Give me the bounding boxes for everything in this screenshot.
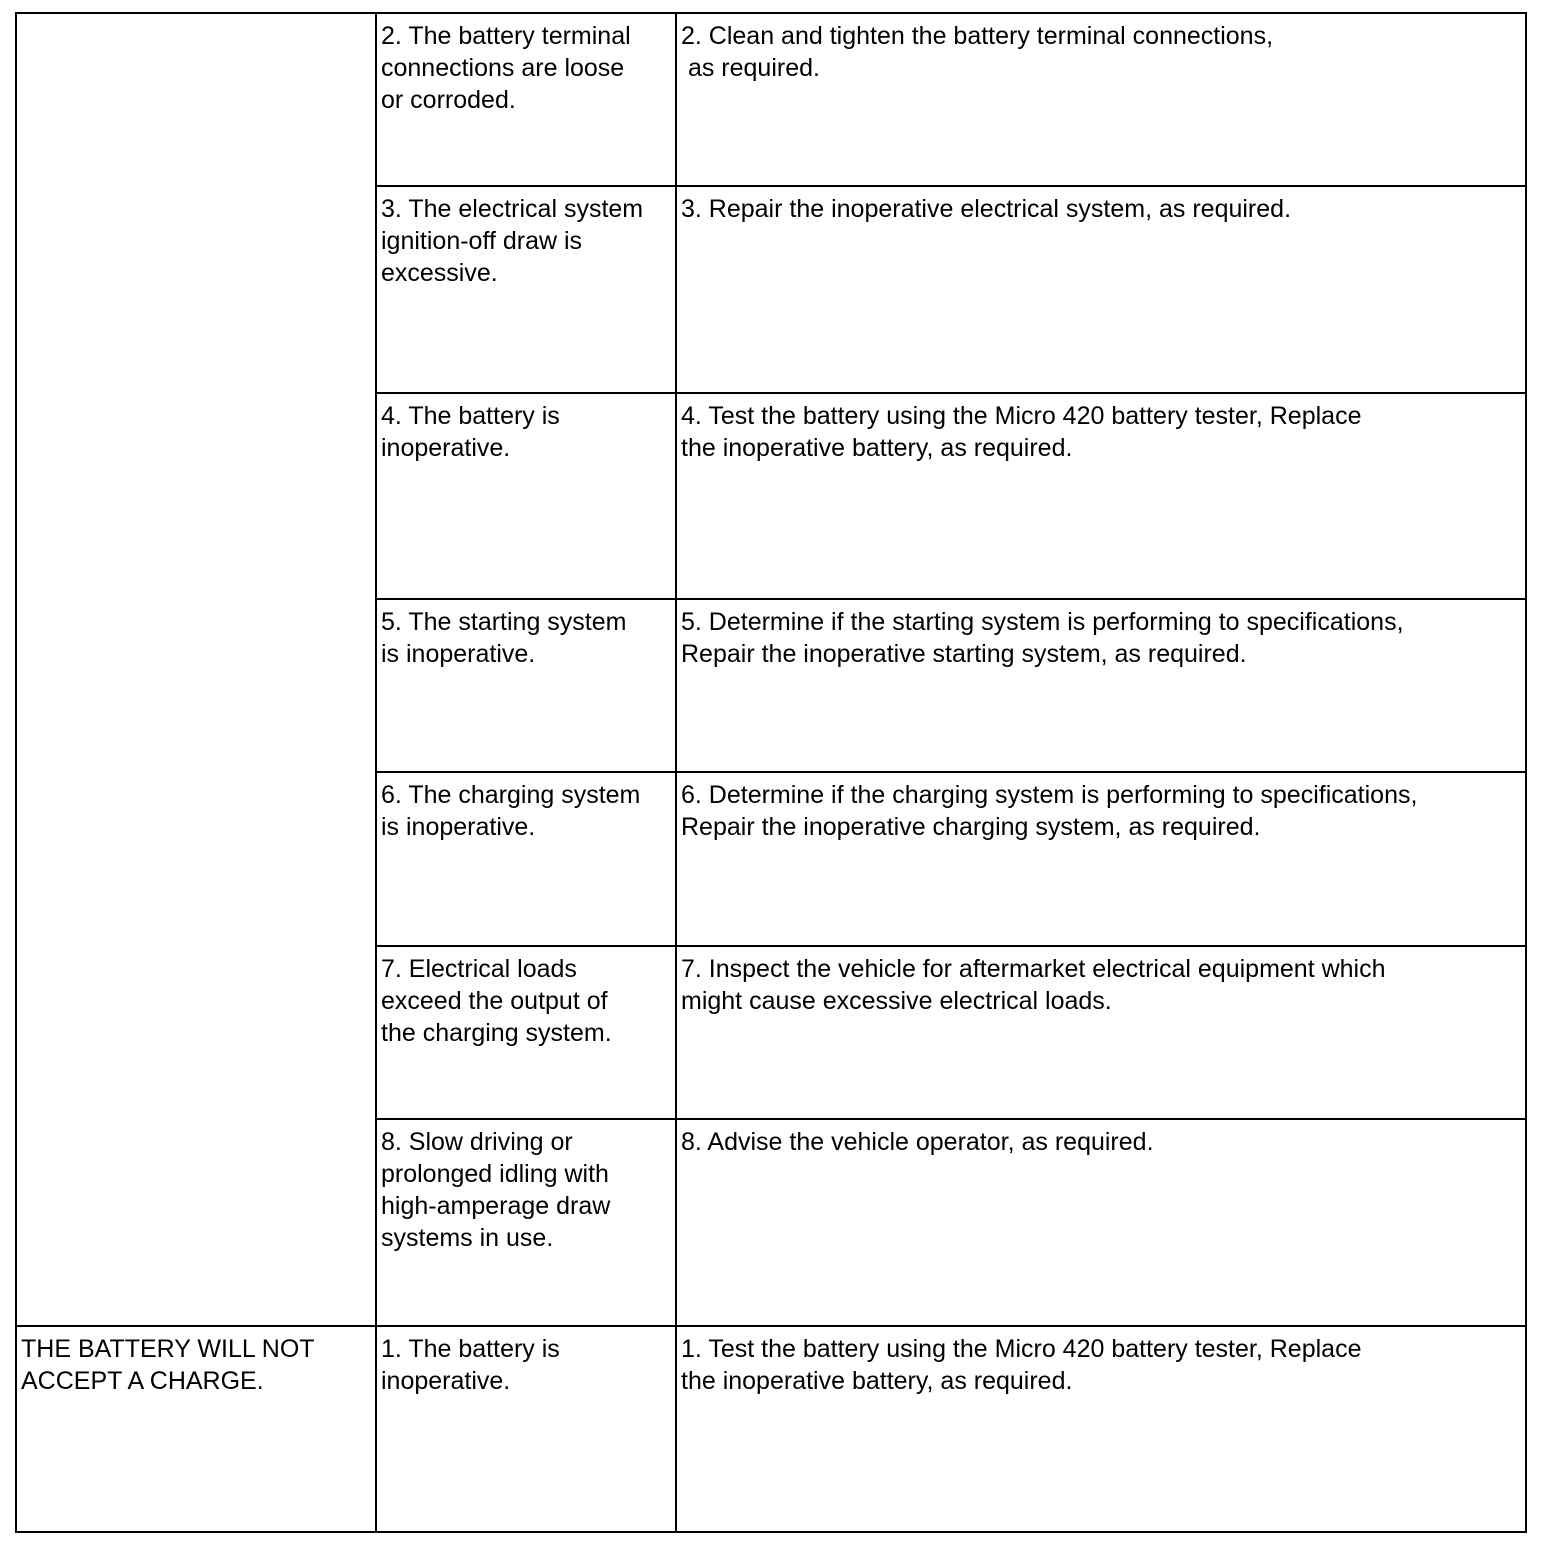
correction-text: 1. Test the battery using the Micro 420 battery tester, Replace: [681, 1334, 1362, 1363]
cause-text: ignition-off draw is: [381, 227, 583, 256]
cause-text: the charging system.: [381, 1018, 612, 1047]
cause-text: systems in use.: [381, 1224, 554, 1253]
correction-cell: [676, 13, 1526, 186]
cause-text: 5. The starting system: [381, 608, 627, 637]
correction-cell: [676, 1119, 1526, 1325]
cause-cell: [376, 13, 676, 186]
condition-text: ACCEPT A CHARGE.: [21, 1366, 264, 1395]
cause-text: is inoperative.: [381, 813, 536, 842]
correction-text: 7. Inspect the vehicle for aftermarket electrical equipment which: [681, 954, 1386, 983]
correction-text: 3. Repair the inoperative electrical system, as required.: [681, 195, 1292, 224]
cause-text: 2. The battery terminal: [381, 22, 631, 50]
diagnosis-table-container: [15, 12, 1525, 1533]
correction-text: Repair the inoperative charging system, as required.: [681, 813, 1261, 842]
table-row: [16, 13, 1526, 186]
cause-text: 4. The battery is: [381, 401, 560, 430]
cause-cell: [376, 393, 676, 599]
cause-cell: [376, 1119, 676, 1325]
correction-text: the inoperative battery, as required.: [681, 1366, 1073, 1395]
correction-text: Repair the inoperative starting system, as required.: [681, 640, 1247, 669]
cause-text: 6. The charging system: [381, 781, 641, 810]
correction-cell: [676, 599, 1526, 772]
cause-text: high-amperage draw: [381, 1192, 611, 1221]
condition-text: THE BATTERY WILL NOT: [21, 1334, 315, 1363]
correction-text: 5. Determine if the starting system is performing to specifications,: [681, 608, 1404, 637]
correction-cell: [676, 393, 1526, 599]
correction-cell: [676, 186, 1526, 392]
cause-text: inoperative.: [381, 433, 511, 462]
cause-text: 7. Electrical loads: [381, 954, 577, 983]
cause-text: 3. The electrical system: [381, 195, 644, 224]
correction-text: 4. Test the battery using the Micro 420 battery tester, Replace: [681, 401, 1362, 430]
correction-text: as required.: [681, 54, 820, 82]
cause-cell: [376, 599, 676, 772]
correction-text: might cause excessive electrical loads.: [681, 986, 1112, 1015]
cause-cell: [376, 1326, 676, 1532]
correction-text: 2. Clean and tighten the battery terminal connections,: [681, 22, 1274, 50]
cause-text: connections are loose: [381, 54, 625, 82]
cause-text: or corroded.: [381, 86, 516, 114]
correction-text: the inoperative battery, as required.: [681, 433, 1073, 462]
table-row: [16, 1326, 1526, 1532]
cause-text: 1. The battery is: [381, 1334, 560, 1363]
cause-text: is inoperative.: [381, 640, 536, 669]
cause-text: 8. Slow driving or: [381, 1128, 573, 1157]
correction-text: 6. Determine if the charging system is performing to specifications,: [681, 781, 1418, 810]
cause-cell: [376, 946, 676, 1119]
correction-cell: [676, 946, 1526, 1119]
cause-text: exceed the output of: [381, 986, 608, 1015]
cause-cell: [376, 186, 676, 392]
cause-text: prolonged idling with: [381, 1160, 609, 1189]
cause-text: inoperative.: [381, 1366, 511, 1395]
correction-cell: [676, 772, 1526, 945]
correction-text: 8. Advise the vehicle operator, as required.: [681, 1128, 1154, 1157]
condition-cell-empty: [16, 13, 376, 1326]
cause-text: excessive.: [381, 259, 498, 288]
correction-cell: [676, 1326, 1526, 1532]
diagnosis-table: [15, 12, 1527, 1533]
cause-cell: [376, 772, 676, 945]
condition-cell: [16, 1326, 376, 1532]
